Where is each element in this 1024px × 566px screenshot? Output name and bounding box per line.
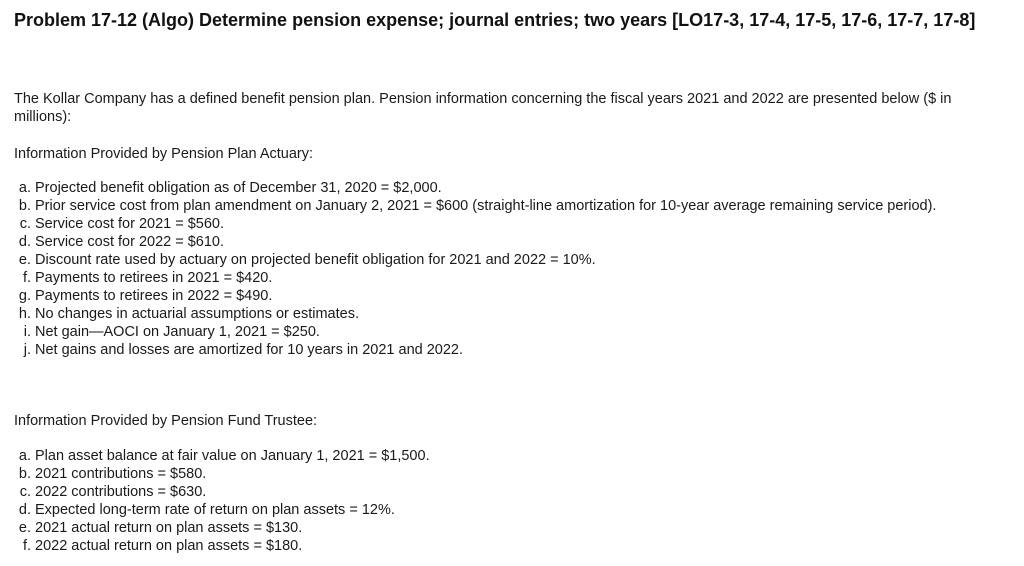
list-item: [16, 341, 991, 359]
item-text: Projected benefit obligation as of December 31, 2020 = $2,000.: [35, 180, 442, 196]
item-text: Payments to retirees in 2022 = $490.: [35, 288, 273, 304]
item-marker: a.: [18, 180, 31, 196]
list-item: [16, 537, 991, 555]
item-marker: b.: [18, 466, 31, 482]
item-marker: h.: [18, 306, 31, 322]
item-marker: f.: [22, 538, 31, 554]
item-text: Discount rate used by actuary on projected benefit obligation for 2021 and 2022 = 10%.: [35, 252, 596, 268]
problem-intro: The Kollar Company has a defined benefit pension plan. Pension information concerning the fiscal years 2021 and 2022 are presented below ($ in millions):: [14, 91, 952, 125]
item-marker: d.: [18, 234, 31, 250]
actuary-heading: Information Provided by Pension Plan Actuary:: [14, 146, 314, 162]
item-marker: d.: [18, 502, 31, 518]
list-item: [16, 287, 991, 305]
list-item: [16, 215, 991, 233]
list-item: [16, 233, 991, 251]
item-text: 2022 actual return on plan assets = $180.: [35, 538, 303, 554]
item-marker: e.: [18, 520, 31, 536]
trustee-list: [16, 447, 991, 555]
list-item: [16, 305, 991, 323]
list-item: [16, 483, 991, 501]
list-item: [16, 519, 991, 537]
item-text: Payments to retirees in 2021 = $420.: [35, 270, 273, 286]
list-item: [16, 251, 991, 269]
item-marker: e.: [18, 252, 31, 268]
item-text: Service cost for 2021 = $560.: [35, 216, 225, 232]
list-item: [16, 269, 991, 287]
item-text: 2021 actual return on plan assets = $130.: [35, 520, 303, 536]
problem-title: Problem 17-12 (Algo) Determine pension expense; journal entries; two years [LO17-3, 17-4, 17-5, 17-6, 17-7, 17-8]: [14, 10, 976, 30]
item-text: 2022 contributions = $630.: [35, 484, 207, 500]
list-item: [16, 501, 991, 519]
item-text: Net gains and losses are amortized for 10 years in 2021 and 2022.: [35, 342, 464, 358]
list-item: [16, 465, 991, 483]
actuary-list: [16, 179, 991, 359]
item-text: Service cost for 2022 = $610.: [35, 234, 225, 250]
list-item: [16, 179, 991, 197]
item-text: Net gain—AOCI on January 1, 2021 = $250.: [35, 324, 320, 340]
item-text: No changes in actuarial assumptions or estimates.: [35, 306, 359, 322]
item-marker: g.: [18, 288, 31, 304]
item-text: Prior service cost from plan amendment on January 2, 2021 = $600 (straight-line amortization for 10-year average remaining service period).: [35, 198, 937, 214]
list-item: [16, 447, 991, 465]
item-text: 2021 contributions = $580.: [35, 466, 207, 482]
item-text: Expected long-term rate of return on plan assets = 12%.: [35, 502, 395, 518]
item-marker: f.: [22, 270, 31, 286]
item-marker: a.: [18, 448, 31, 464]
item-marker: i.: [23, 324, 31, 340]
item-marker: c.: [19, 216, 31, 232]
list-item: [16, 323, 991, 341]
item-marker: j.: [23, 342, 31, 358]
list-item: [16, 197, 991, 215]
item-marker: b.: [18, 198, 31, 214]
item-marker: c.: [19, 484, 31, 500]
item-text: Plan asset balance at fair value on January 1, 2021 = $1,500.: [35, 448, 430, 464]
trustee-heading: Information Provided by Pension Fund Trustee:: [14, 413, 318, 429]
